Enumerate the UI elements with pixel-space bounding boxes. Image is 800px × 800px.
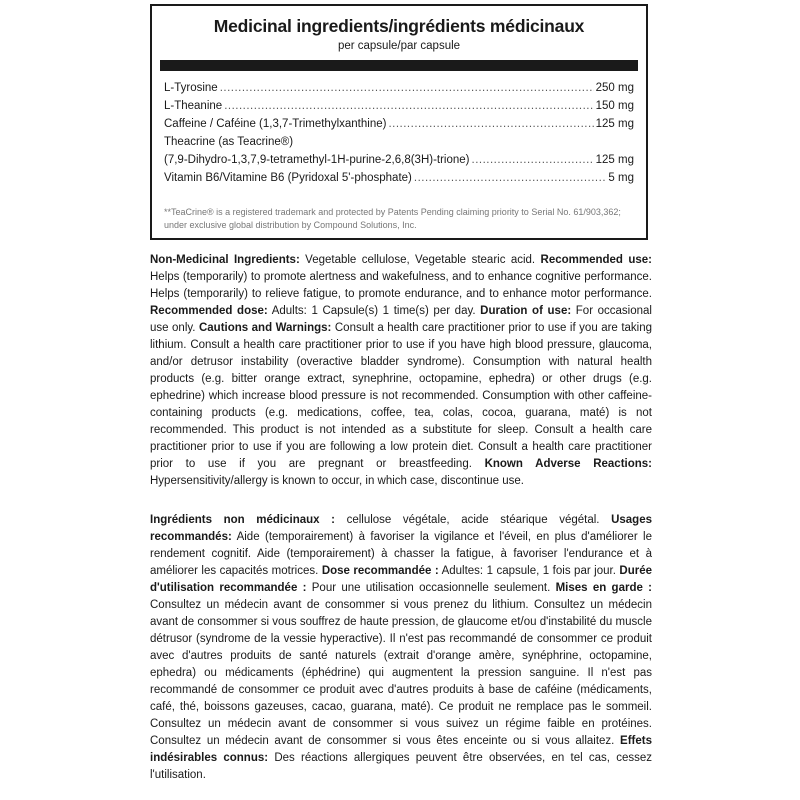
cautions-text: Consultez un médecin avant de consommer si vous prenez du lithium. Consultez un médecin avant de consommer si vous souffrez de haute pression, de glaucome et/ou d'instabilité du muscle détrusor (syndrome de la vessie hyperactive). Il n'est pas recommandé de consommer ce produit avec d'autres produits de santé naturels (extrait d'orange amère, synéphrine, octopamine, ephedra) ou médicaments (éphédrine) qui augmentent la pression sanguine. Il n'est pas recommandé de consommer ce produit avec d'autres produits à base de caféine (médicaments, café, thé, boissons gazeuses, cacao, guarana, maté). Ce produit ne remplace pas le sommeil. Consultez un médecin avant de consommer si vous suivez un régime faible en protéines. Consultez un médecin avant de consommer si vous êtes enceinte ou si vous allaitez. [150, 599, 652, 747]
adverse-text: Des réactions allergiques peuvent être observées, en tel cas, cessez l'utilisation. [150, 752, 653, 781]
dot-leader [414, 170, 607, 187]
duration-heading: Durée d'utilisation recommandée : [150, 565, 652, 594]
ingredient-row [164, 80, 634, 97]
duration-heading: Duration of use: [480, 305, 572, 317]
ingredient-amount: 5 mg [608, 172, 634, 184]
dose-heading: Dose recommandée : [321, 565, 439, 577]
ingredient-amount: 125 mg [595, 154, 634, 166]
duration-text: For occasional use only. [150, 305, 652, 334]
ingredient-row [164, 152, 634, 169]
theacrine-label: Theacrine (as Teacrine®) [164, 136, 294, 148]
cautions-heading: Mises en garde : [555, 582, 653, 594]
use-heading: Usages recommandés: [150, 514, 652, 543]
adverse-heading: Effets indésirables connus: [150, 735, 652, 764]
ingredient-row [164, 116, 634, 133]
duration-text: Pour une utilisation occasionnelle seulement. [306, 582, 556, 594]
trademark-note: **TeaCrine® is a registered trademark and protected by Patents Pending claiming priority to Serial No. 61/903,362; under exclusive global distribution by Compound Solutions, Inc. [164, 207, 621, 230]
ingredient-name: Vitamin B6/Vitamine B6 (Pyridoxal 5'-phosphate) [164, 172, 412, 184]
nonmed-heading: Ingrédients non médicinaux : [150, 514, 335, 526]
ingredient-amount: 125 mg [595, 118, 634, 130]
french-label-text [150, 512, 652, 784]
panel-title: Medicinal ingredients/ingrédients médicinaux [213, 16, 585, 36]
nonmed-text: Vegetable cellulose, Vegetable stearic acid. [299, 254, 541, 266]
ingredient-name: Caffeine / Caféine (1,3,7-Trimethylxanthine) [164, 118, 387, 130]
dose-text: Adults: 1 Capsule(s) 1 time(s) per day. [267, 305, 481, 317]
ingredient-row [164, 170, 634, 187]
dot-leader [224, 98, 593, 115]
adverse-text: Hypersensitivity/allergy is known to occur, in which case, discontinue use. [150, 475, 524, 487]
ingredient-name: (7,9-Dihydro-1,3,7,9-tetramethyl-1H-purine-2,6,8(3H)-trione) [164, 154, 470, 166]
use-heading: Recommended use: [540, 254, 652, 266]
medicinal-ingredients-panel [150, 4, 648, 240]
cautions-text: Consult a health care practitioner prior to use if you are taking lithium. Consult a health care practitioner prior to use if you have high blood pressure, glaucoma, and/or detrusor instability (overactive bladder syndrome). Consumption with natural health products (e.g. bitter orange extract, synephrine, octopamine, ephedra) or other drugs (e.g. ephedrine) which increase blood pressure is not recommended. Consumption with other caffeine-containing products (e.g. medications, coffee, tea, colas, cocoa, guarana, maté) is not recommended. This product is not intended as a substitute for sleep. Consult a health care practitioner prior to use if you are following a low protein diet. Consult a health care practitioner prior to use if you are pregnant or breastfeeding. [150, 322, 652, 470]
dose-text: Adultes: 1 capsule, 1 fois par jour. [438, 565, 620, 577]
english-label-text [150, 252, 652, 490]
adverse-heading: Known Adverse Reactions: [484, 458, 652, 470]
ingredient-name: L-Theanine [164, 100, 223, 112]
ingredient-row [164, 98, 634, 115]
nonmed-heading: Non-Medicinal Ingredients: [150, 254, 300, 266]
dot-leader [220, 80, 594, 97]
cautions-heading: Cautions and Warnings: [198, 322, 332, 334]
use-text: Aide (temporairement) à favoriser la vigilance et l'éveil, en plus d'améliorer le rendement cognitif. Aide (temporairement) à chasser la fatigue, à favoriser l'endurance et à améliorer les capacités motrices. [150, 531, 652, 577]
panel-subtitle: per capsule/par capsule [337, 40, 461, 52]
ingredient-amount: 250 mg [595, 82, 634, 94]
dot-leader [388, 116, 593, 133]
dose-heading: Recommended dose: [150, 305, 268, 317]
dot-leader [472, 152, 594, 169]
ingredient-name: L-Tyrosine [164, 82, 218, 94]
header-divider-bar [160, 60, 638, 71]
nonmed-text: cellulose végétale, acide stéarique végétal. [334, 514, 612, 526]
use-text: Helps (temporarily) to promote alertness and wakefulness, and to enhance cognitive performance. Helps (temporarily) to relieve fatigue, to promote endurance, and to enhance motor performance. [150, 271, 652, 300]
ingredient-amount: 150 mg [595, 100, 634, 112]
